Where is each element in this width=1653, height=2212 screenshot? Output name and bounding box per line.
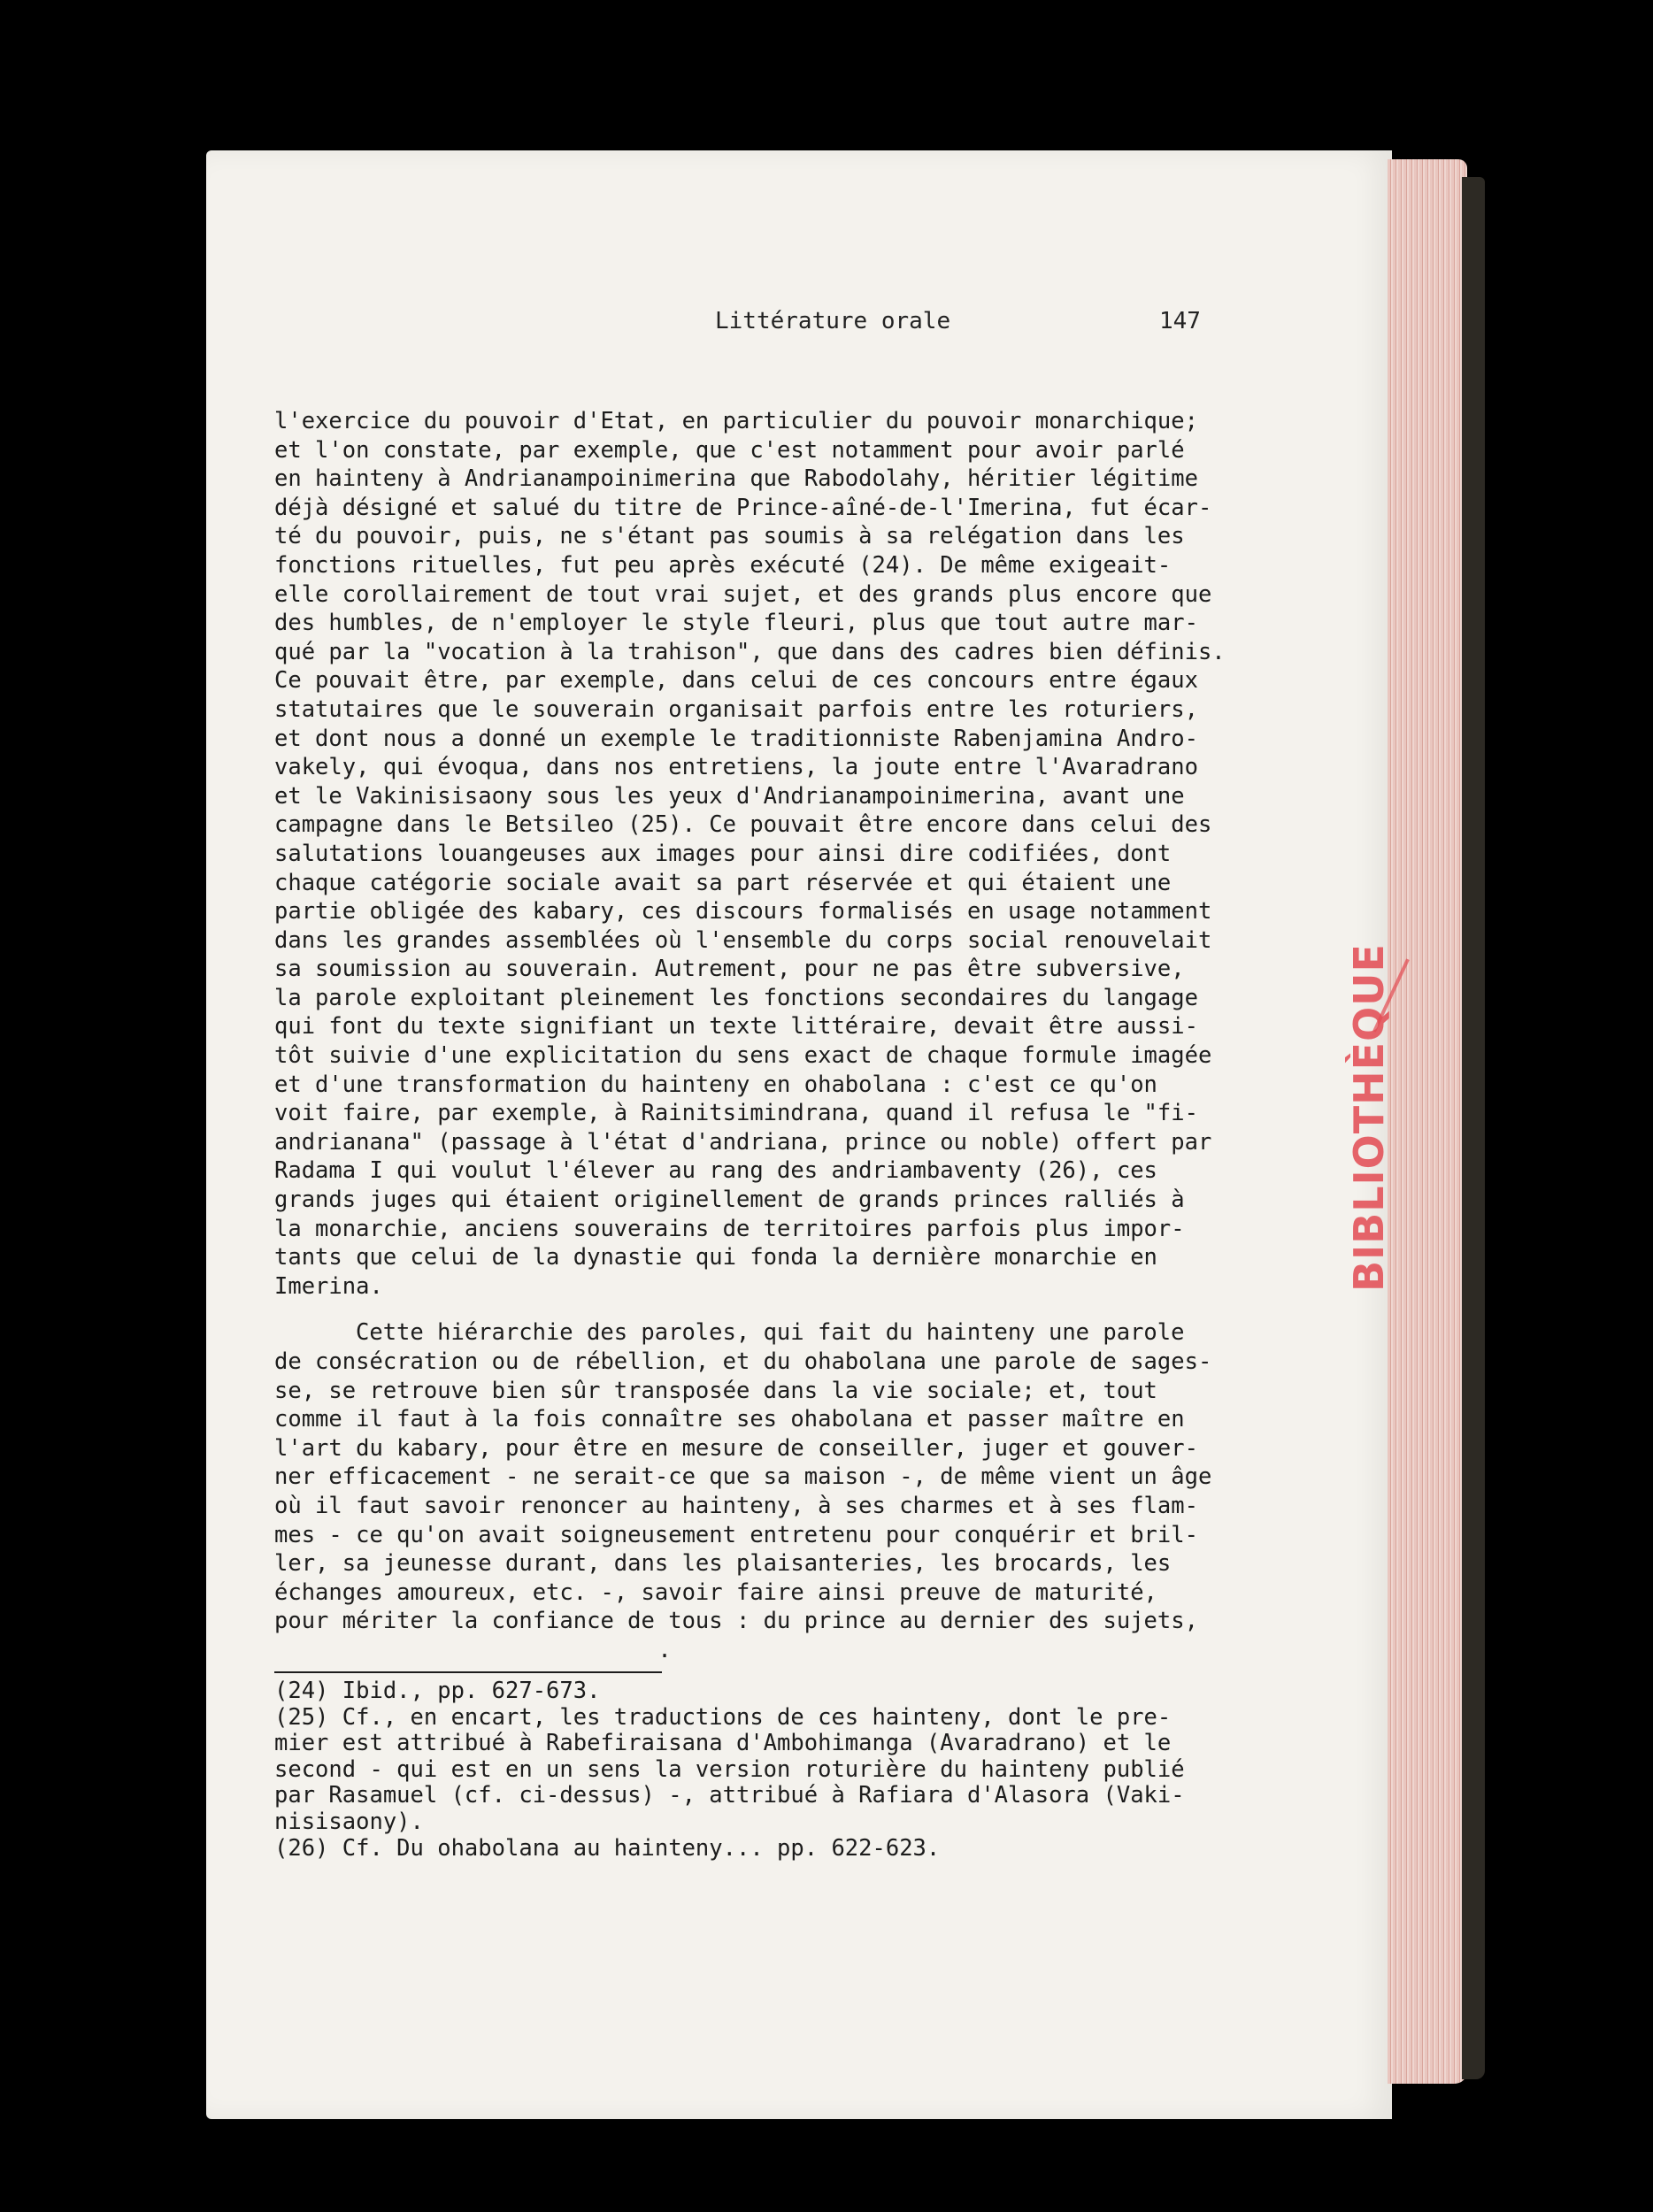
text-line: voit faire, par exemple, à Rainitsimindrana, quand il refusa le "fi- [274, 1100, 1198, 1127]
footnote-rule [274, 1671, 662, 1673]
running-header [715, 308, 1201, 334]
text-line: l'exercice du pouvoir d'Etat, en particulier du pouvoir monarchique; [274, 408, 1198, 434]
library-stamp [1336, 943, 1478, 1398]
text-line: et le Vakinisisaony sous les yeux d'Andrianampoinimerina, avant une [274, 782, 1185, 810]
text-line: échanges amoureux, etc. -, savoir faire ainsi preuve de maturité, [274, 1578, 1157, 1606]
text-line: se, se retrouve bien sûr transposée dans la vie sociale; et, tout [274, 1377, 1157, 1404]
text-line: salutations louangeuses aux images pour ainsi dire codifiées, dont [274, 840, 1172, 867]
text-line: fonctions rituelles, fut peu après exécuté (24). De même exigeait- [274, 551, 1172, 579]
footnote-line: (25) Cf., en encart, les traductions de ces hainteny, dont le pre- [274, 1703, 1172, 1731]
footnotes [274, 1678, 1258, 1862]
body-text [274, 407, 1258, 1862]
text-line: et dont nous a donné un exemple le traditionniste Rabenjamina Andro- [274, 725, 1198, 752]
text-line: té du pouvoir, puis, ne s'étant pas soumis à sa relégation dans les [274, 523, 1185, 550]
footnote-line: second - qui est en un sens la version roturière du hainteny publié [274, 1755, 1185, 1783]
text-line: Radama I qui voulut l'élever au rang des andriambaventy (26), ces [274, 1157, 1157, 1185]
paragraph-2 [274, 1318, 1258, 1636]
text-line: elle corollairement de tout vrai sujet, et des grands plus encore que [274, 580, 1212, 608]
text-line: Imerina. [274, 1272, 383, 1300]
text-line: ler, sa jeunesse durant, dans les plaisanteries, les brocards, les [274, 1550, 1172, 1578]
text-line: où il faut savoir renoncer au hainteny, à ses charmes et à ses flam- [274, 1492, 1198, 1519]
text-line: et l'on constate, par exemple, que c'est notamment pour avoir parlé [274, 436, 1185, 464]
text-line: Cette hiérarchie des paroles, qui fait du hainteny une parole [356, 1319, 1185, 1347]
text-line: la parole exploitant pleinement les fonctions secondaires du langage [274, 984, 1198, 1011]
text-line: mes - ce qu'on avait soigneusement entretenu pour conquérir et bril- [274, 1521, 1198, 1548]
text-line: pour mériter la confiance de tous : du prince au dernier des sujets, [274, 1608, 1198, 1635]
footnote-line: (26) Cf. Du ohabolana au hainteny... pp. 622-623. [274, 1834, 941, 1862]
text-line: des humbles, de n'employer le style fleuri, plus que tout autre mar- [274, 610, 1198, 637]
text-line: vakely, qui évoqua, dans nos entretiens, la joute entre l'Avaradrano [274, 754, 1198, 781]
text-line: tants que celui de la dynastie qui fonda la dernière monarchie en [274, 1244, 1157, 1271]
text-line: dans les grandes assemblées où l'ensemble du corps social renouvelait [274, 926, 1212, 954]
text-line: statutaires que le souverain organisait parfois entre les roturiers, [274, 695, 1198, 723]
text-line: andrianana" (passage à l'état d'andriana, prince ou noble) offert par [274, 1128, 1212, 1156]
paragraph-1 [274, 407, 1258, 1301]
text-line: qué par la "vocation à la trahison", que dans des cadres bien définis. [274, 638, 1226, 665]
text-line: en hainteny à Andrianampoinimerina que Rabodolahy, héritier légitime [274, 465, 1198, 493]
text-line: partie obligée des kabary, ces discours formalisés en usage notamment [274, 898, 1212, 926]
text-line: ner efficacement - ne serait-ce que sa maison -, de même vient un âge [274, 1463, 1212, 1491]
text-line: chaque catégorie sociale avait sa part réservée et qui étaient une [274, 869, 1172, 896]
text-line: et d'une transformation du hainteny en ohabolana : c'est ce qu'on [274, 1071, 1157, 1098]
text-line: qui font du texte signifiant un texte littéraire, devait être aussi- [274, 1013, 1198, 1041]
footnote-line: (24) Ibid., pp. 627-673. [274, 1677, 601, 1704]
section-dot: . [657, 1636, 672, 1663]
text-line: déjà désigné et salué du titre de Prince-aîné-de-l'Imerina, fut écar- [274, 494, 1212, 521]
text-line: l'art du kabary, pour être en mesure de conseiller, juger et gouver- [274, 1434, 1198, 1462]
text-line: de consécration ou de rébellion, et du ohabolana une parole de sages- [274, 1348, 1212, 1375]
running-title: Littérature orale [715, 308, 951, 334]
page-number: 147 [1159, 308, 1201, 334]
text-line: la monarchie, anciens souverains de territoires parfois plus impor- [274, 1215, 1185, 1242]
text-line: tôt suivie d'une explicitation du sens exact de chaque formule imagée [274, 1042, 1212, 1070]
stamp-text: BIBLIOTHÈQUE [1345, 943, 1393, 1292]
text-line: comme il faut à la fois connaître ses ohabolana et passer maître en [274, 1406, 1185, 1433]
footnote-line: par Rasamuel (cf. ci-dessus) -, attribué à Rafiara d'Alasora (Vaki- [274, 1782, 1185, 1809]
text-line: campagne dans le Betsileo (25). Ce pouvait être encore dans celui des [274, 811, 1212, 839]
footnote-line: mier est attribué à Rabefiraisana d'Ambohimanga (Avaradrano) et le [274, 1730, 1172, 1757]
text-line: grands juges qui étaient originellement de grands princes ralliés à [274, 1187, 1185, 1214]
text-line: Ce pouvait être, par exemple, dans celui de ces concours entre égaux [274, 667, 1198, 695]
text-line: sa soumission au souverain. Autrement, pour ne pas être subversive, [274, 956, 1185, 983]
footnote-line: nisisaony). [274, 1808, 424, 1835]
